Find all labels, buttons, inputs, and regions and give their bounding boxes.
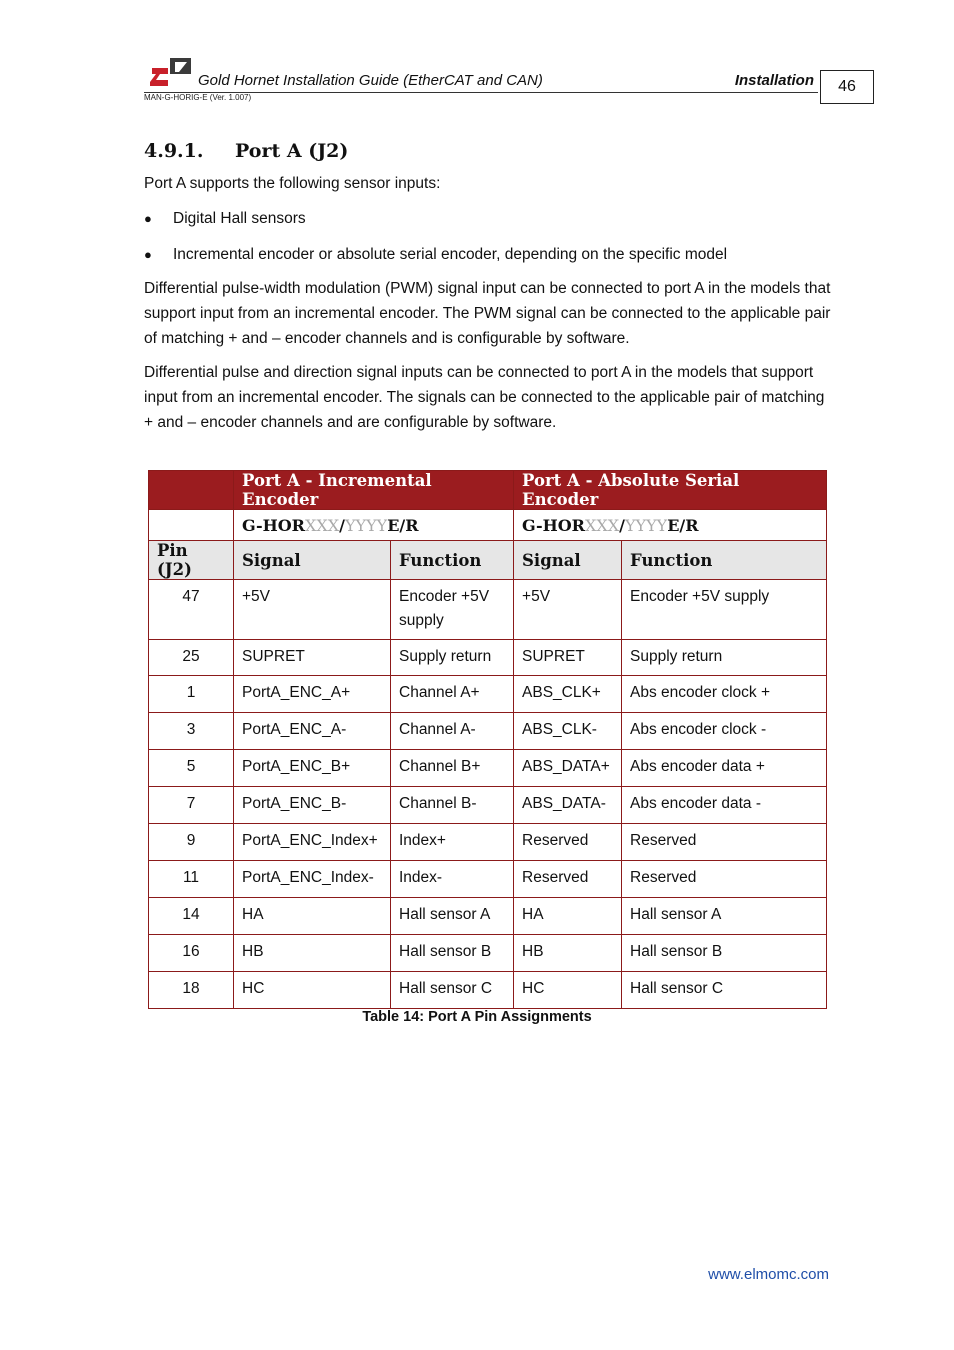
incremental-signal-header: Signal	[234, 541, 391, 580]
absolute-function-cell: Encoder +5V supply	[622, 580, 827, 640]
absolute-signal-cell: HC	[514, 972, 622, 1009]
absolute-signal-cell: ABS_DATA+	[514, 750, 622, 787]
incremental-signal-cell: PortA_ENC_B+	[234, 750, 391, 787]
incremental-signal-cell: HB	[234, 935, 391, 972]
incremental-signal-cell: +5V	[234, 580, 391, 640]
pin-cell: 3	[149, 713, 234, 750]
pin-cell: 16	[149, 935, 234, 972]
table-body	[149, 580, 827, 1009]
pin-cell: 9	[149, 824, 234, 861]
list-item	[144, 206, 306, 231]
incremental-signal-cell: SUPRET	[234, 640, 391, 676]
absolute-function-cell: Abs encoder clock +	[622, 676, 827, 713]
pin-cell: 47	[149, 580, 234, 640]
section-number: 4.9.1.	[144, 140, 204, 162]
absolute-signal-cell: Reserved	[514, 861, 622, 898]
incremental-function-cell: Hall sensor A	[391, 898, 514, 935]
incremental-function-cell: Index+	[391, 824, 514, 861]
incremental-signal-cell: HC	[234, 972, 391, 1009]
table-caption: Table 14: Port A Pin Assignments	[362, 1009, 592, 1025]
pin-cell: 11	[149, 861, 234, 898]
absolute-function-cell: Supply return	[622, 640, 827, 676]
table-row	[149, 750, 827, 787]
table-row	[149, 787, 827, 824]
incremental-function-cell: Hall sensor B	[391, 935, 514, 972]
absolute-function-cell: Reserved	[622, 861, 827, 898]
absolute-function-cell: Abs encoder clock -	[622, 713, 827, 750]
absolute-signal-cell: HA	[514, 898, 622, 935]
absolute-signal-cell: Reserved	[514, 824, 622, 861]
absolute-signal-cell: ABS_CLK+	[514, 676, 622, 713]
pin-cell: 1	[149, 676, 234, 713]
list-item-text: Incremental encoder or absolute serial encoder, depending on the specific model	[173, 246, 728, 263]
table-row	[149, 580, 827, 640]
pwm-paragraph: Differential pulse-width modulation (PWM) signal input can be connected to port A in the models that support input from an incremental encoder. The PWM signal can be connected to the applicable pair of matching + and – encoder channels and is configurable by software.	[144, 280, 831, 347]
incremental-function-cell: Channel B-	[391, 787, 514, 824]
pulse-direction-paragraph: Differential pulse and direction signal inputs can be connected to port A in the models that support input from an incremental encoder. The signals can be connected to the applicable pair of matching + and – encoder channels and are configurable by software.	[144, 364, 825, 431]
column-header-row	[149, 541, 827, 580]
section-title: Port A (J2)	[235, 140, 349, 162]
intro-paragraph: Port A supports the following sensor inputs:	[144, 175, 441, 192]
incremental-signal-cell: PortA_ENC_Index-	[234, 861, 391, 898]
table-row	[149, 935, 827, 972]
incremental-function-cell: Index-	[391, 861, 514, 898]
incremental-function-cell: Supply return	[391, 640, 514, 676]
table-row	[149, 824, 827, 861]
incremental-signal-cell: HA	[234, 898, 391, 935]
pin-assignment-table	[148, 470, 827, 1009]
table-row	[149, 640, 827, 676]
chapter-label: Installation	[734, 72, 814, 89]
pin-cell: 14	[149, 898, 234, 935]
website-link[interactable]: www.elmomc.com	[708, 1266, 829, 1283]
incremental-model-name: G-HORXXX/YYYYE/R	[234, 510, 514, 541]
page-number: 46	[820, 70, 874, 104]
pin-column-header: Pin (J2)	[149, 541, 234, 580]
pin-cell: 25	[149, 640, 234, 676]
absolute-signal-cell: +5V	[514, 580, 622, 640]
incremental-signal-cell: PortA_ENC_B-	[234, 787, 391, 824]
absolute-function-cell: Reserved	[622, 824, 827, 861]
pin-cell: 18	[149, 972, 234, 1009]
absolute-function-cell: Abs encoder data -	[622, 787, 827, 824]
incremental-function-header: Function	[391, 541, 514, 580]
absolute-function-cell: Hall sensor A	[622, 898, 827, 935]
absolute-signal-cell: ABS_DATA-	[514, 787, 622, 824]
list-item	[144, 242, 727, 267]
absolute-signal-cell: HB	[514, 935, 622, 972]
incremental-signal-cell: PortA_ENC_Index+	[234, 824, 391, 861]
absolute-signal-cell: SUPRET	[514, 640, 622, 676]
pin-cell: 5	[149, 750, 234, 787]
incremental-function-cell: Channel B+	[391, 750, 514, 787]
absolute-signal-cell: ABS_CLK-	[514, 713, 622, 750]
incremental-function-cell: Hall sensor C	[391, 972, 514, 1009]
absolute-function-cell: Hall sensor C	[622, 972, 827, 1009]
incremental-function-cell: Encoder +5V supply	[391, 580, 514, 640]
absolute-group-header: Port A - Absolute Serial Encoder	[514, 471, 827, 510]
absolute-model-name: G-HORXXX/YYYYE/R	[514, 510, 827, 541]
table-row	[149, 898, 827, 935]
bullet-icon: ●	[144, 247, 152, 262]
absolute-function-cell: Hall sensor B	[622, 935, 827, 972]
model-row	[149, 510, 827, 541]
pin-cell: 7	[149, 787, 234, 824]
table-row	[149, 861, 827, 898]
document-code: MAN-G-HORIG-E (Ver. 1.007)	[144, 93, 252, 102]
document-title: Gold Hornet Installation Guide (EtherCAT and CAN)	[198, 72, 543, 89]
absolute-function-cell: Abs encoder data +	[622, 750, 827, 787]
incremental-function-cell: Channel A-	[391, 713, 514, 750]
absolute-signal-header: Signal	[514, 541, 622, 580]
incremental-signal-cell: PortA_ENC_A+	[234, 676, 391, 713]
absolute-function-header: Function	[622, 541, 827, 580]
bullet-icon: ●	[144, 211, 152, 226]
table-row	[149, 972, 827, 1009]
incremental-signal-cell: PortA_ENC_A-	[234, 713, 391, 750]
table-group-header	[149, 471, 827, 510]
incremental-function-cell: Channel A+	[391, 676, 514, 713]
elmo-logo-icon	[148, 56, 194, 90]
section-heading	[144, 140, 348, 162]
table-row	[149, 713, 827, 750]
blank-model-cell	[149, 510, 234, 541]
list-item-text: Digital Hall sensors	[173, 210, 306, 227]
incremental-group-header: Port A - Incremental Encoder	[234, 471, 514, 510]
blank-header-cell	[149, 471, 234, 510]
page-header	[144, 56, 874, 106]
table-row	[149, 676, 827, 713]
